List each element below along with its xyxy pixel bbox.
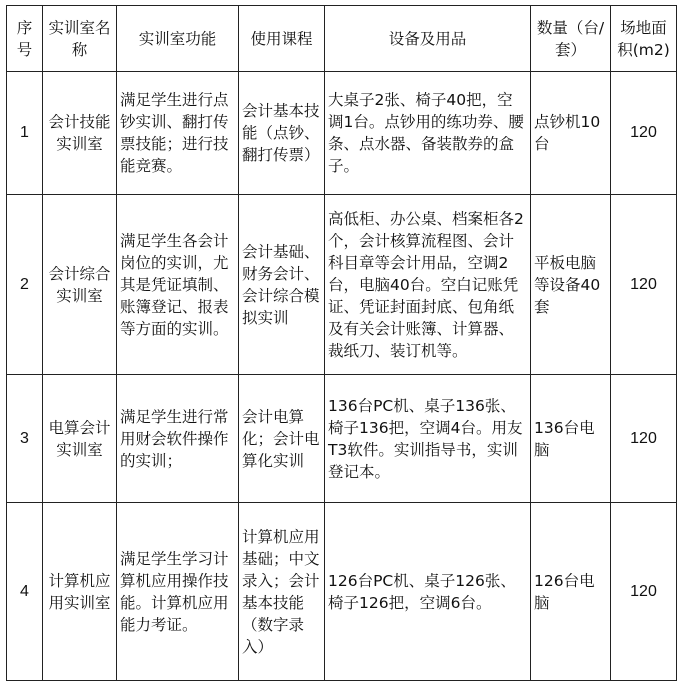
cell-function: 满足学生进行常用财会软件操作的实训； <box>117 375 239 503</box>
cell-index: 1 <box>7 72 43 195</box>
cell-courses: 会计电算化；会计电算化实训 <box>239 375 325 503</box>
cell-function: 满足学生进行点钞实训、翻打传票技能；进行技能竞赛。 <box>117 72 239 195</box>
table-row <box>7 375 677 503</box>
cell-equipment: 136台PC机、桌子136张、椅子136把，空调4台。用友T3软件。实训指导书，实训登记本。 <box>325 375 531 503</box>
cell-area: 120 <box>611 72 677 195</box>
cell-room-name: 电算会计实训室 <box>43 375 117 503</box>
cell-quantity: 136台电脑 <box>531 375 611 503</box>
cell-area: 120 <box>611 195 677 375</box>
table-row <box>7 195 677 375</box>
cell-courses: 计算机应用基础；中文录入；会计基本技能（数字录入） <box>239 503 325 681</box>
cell-quantity: 平板电脑等设备40套 <box>531 195 611 375</box>
cell-area: 120 <box>611 503 677 681</box>
cell-courses: 会计基础、财务会计、会计综合模拟实训 <box>239 195 325 375</box>
cell-index: 4 <box>7 503 43 681</box>
cell-room-name: 会计综合实训室 <box>43 195 117 375</box>
cell-quantity: 点钞机10台 <box>531 72 611 195</box>
header-row <box>7 6 677 72</box>
cell-function: 满足学生各会计岗位的实训，尤其是凭证填制、账簿登记、报表等方面的实训。 <box>117 195 239 375</box>
cell-room-name: 计算机应用实训室 <box>43 503 117 681</box>
header-function: 实训室功能 <box>117 6 239 72</box>
header-area: 场地面积(m2) <box>611 6 677 72</box>
cell-index: 2 <box>7 195 43 375</box>
cell-index: 3 <box>7 375 43 503</box>
header-equipment: 设备及用品 <box>325 6 531 72</box>
header-index: 序号 <box>7 6 43 72</box>
cell-room-name: 会计技能实训室 <box>43 72 117 195</box>
table-row <box>7 503 677 681</box>
cell-equipment: 大桌子2张、椅子40把，空调1台。点钞用的练功券、腰条、点水器、备装散券的盒子。 <box>325 72 531 195</box>
header-quantity: 数量（台/套） <box>531 6 611 72</box>
lab-facilities-table <box>6 5 677 681</box>
header-room-name: 实训室名称 <box>43 6 117 72</box>
cell-courses: 会计基本技能（点钞、翻打传票） <box>239 72 325 195</box>
cell-function: 满足学生学习计算机应用操作技能。计算机应用能力考证。 <box>117 503 239 681</box>
cell-equipment: 高低柜、办公桌、档案柜各2个，会计核算流程图、会计科目章等会计用品，空调2台，电脑40台。空白记账凭证、凭证封面封底、包角纸及有关会计账簿、计算器、裁纸刀、装订机等。 <box>325 195 531 375</box>
cell-area: 120 <box>611 375 677 503</box>
table-row <box>7 72 677 195</box>
cell-quantity: 126台电脑 <box>531 503 611 681</box>
header-courses: 使用课程 <box>239 6 325 72</box>
cell-equipment: 126台PC机、桌子126张、椅子126把，空调6台。 <box>325 503 531 681</box>
